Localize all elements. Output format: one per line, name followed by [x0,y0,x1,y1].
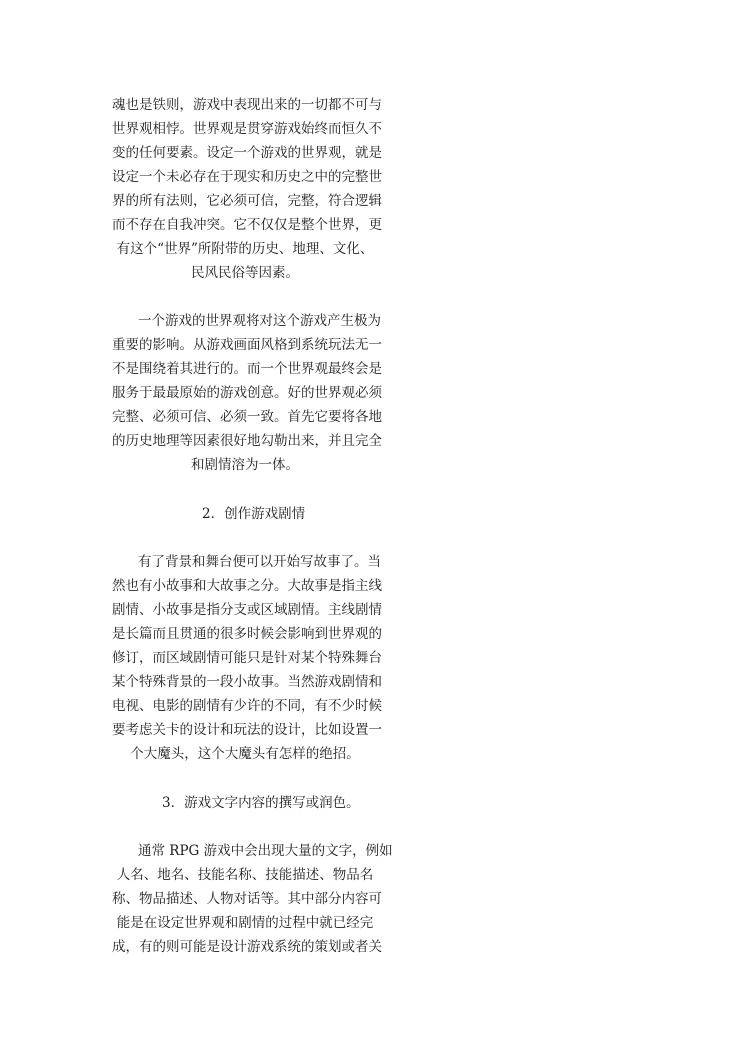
text-line: 魂也是铁则，游戏中表现出来的一切都不可与 [112,97,382,113]
text-line: 有这个“世界”所附带的历史、地理、文化、 [116,241,374,257]
section-heading: 3．游戏文字内容的撰写或润色。 [162,795,360,811]
text-line: 世界观相悖。世界观是贯穿游戏始终而恒久不 [112,121,382,137]
text-line: 剧情、小故事是指分支或区域剧情。主线剧情 [112,602,382,618]
text-line: 不是围绕着其进行的。而一个世界观最终会是 [112,361,382,377]
text-line: 某个特殊背景的一段小故事。当然游戏剧情和 [112,674,382,690]
text-line: 称、物品描述、人物对话等。其中部分内容可 [112,891,382,907]
section-heading: 2．创作游戏剧情 [202,506,306,522]
text-line: 有了背景和舞台便可以开始写故事了。当 [138,554,381,570]
text-line: 民风民俗等因素。 [191,265,299,281]
text-line: 变的任何要素。设定一个游戏的世界观，就是 [112,145,382,161]
text-line: 服务于最最原始的游戏创意。好的世界观必须 [112,385,382,401]
text-line: 然也有小故事和大故事之分。大故事是指主线 [112,578,382,594]
text-line: 修订，而区域剧情可能只是针对某个特殊舞台 [112,650,382,666]
text-line: 而不存在自我冲突。它不仅仅是整个世界，更 [112,217,382,233]
text-line: 要考虑关卡的设计和玩法的设计，比如设置一 [112,722,382,738]
text-line: 设定一个未必存在于现实和历史之中的完整世 [112,169,382,185]
text-line: 和剧情溶为一体。 [191,457,299,473]
text-line: 的历史地理等因素很好地勾勒出来，并且完全 [112,433,382,449]
text-line: 能是在设定世界观和剧情的过程中就已经完 [116,915,374,931]
text-line: 电视、电影的剧情有少许的不同，有不少时候 [112,698,382,714]
text-line: 一个游戏的世界观将对这个游戏产生极为 [138,313,381,329]
text-line: 界的所有法则，它必须可信，完整，符合逻辑 [112,193,382,209]
text-line: 重要的影响。从游戏画面风格到系统玩法无一 [112,337,382,353]
text-line: 通常 RPG 游戏中会出现大量的文字，例如 [138,843,393,859]
text-line: 个大魔头，这个大魔头有怎样的绝招。 [130,746,360,762]
text-line: 是长篇而且贯通的很多时候会影响到世界观的 [112,626,382,642]
text-line: 人名、地名、技能名称、技能描述、物品名 [116,867,374,883]
text-line: 成，有的则可能是设计游戏系统的策划或者关 [112,939,382,955]
text-line: 完整、必须可信、必须一致。首先它要将各地 [112,409,382,425]
